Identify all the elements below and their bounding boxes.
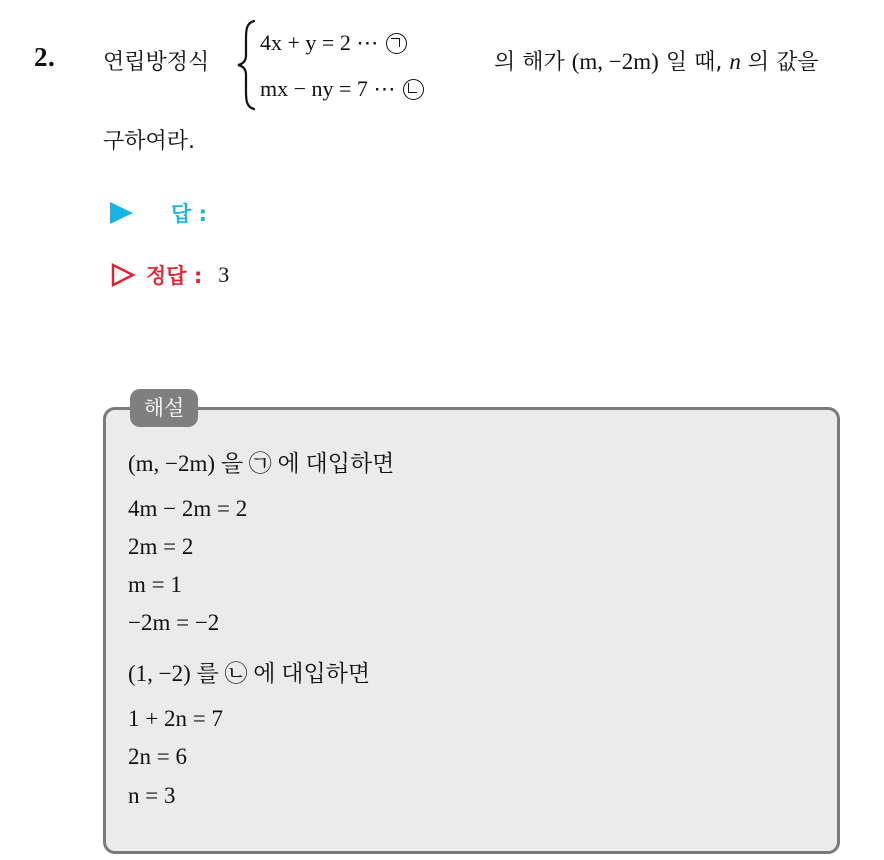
circled-giyeok-icon: [386, 33, 407, 54]
stem-suffix-a: 의 해가: [494, 50, 565, 75]
equation-2-body: mx − ny = 7: [260, 76, 368, 101]
answer-row: [110, 198, 207, 228]
stem-suffix-b: 일 때,: [665, 50, 723, 75]
answer-label: 답 :: [171, 202, 207, 226]
filled-triangle-right-icon: [110, 202, 133, 224]
solution-line: 4m − 2m = 2: [128, 496, 248, 521]
correct-answer-row: [110, 260, 229, 290]
system-brace: [236, 19, 258, 111]
solution-line: n = 3: [128, 783, 176, 808]
solution-pair: (m, −2m): [571, 49, 659, 74]
stem-suffix: [494, 45, 819, 76]
solution-tag: 해설: [130, 389, 198, 427]
stem-line-2: 구하여라.: [103, 129, 196, 154]
equation-2: [260, 76, 424, 102]
solution-line: (m, −2m) 을 ㉠ 에 대입하면: [128, 451, 395, 476]
solution-line: −2m = −2: [128, 610, 220, 635]
correct-answer-value: 3: [218, 262, 230, 287]
stem-suffix-c: 의 값을: [747, 50, 819, 75]
solution-line: (1, −2) 를 ㉡ 에 대입하면: [128, 661, 371, 686]
problem-number: 2.: [34, 42, 56, 72]
equation-1-body: 4x + y = 2: [260, 30, 351, 55]
equation-1: [260, 30, 407, 56]
outline-triangle-right-icon: [110, 262, 136, 288]
solution-line: 2n = 6: [128, 744, 187, 769]
stem-prefix: 연립방정식: [103, 50, 210, 75]
target-variable: n: [729, 49, 741, 74]
circled-nieun-icon: [403, 79, 424, 100]
equation-1-dots: ⋯: [356, 30, 379, 55]
solution-line: m = 1: [128, 572, 182, 597]
equation-2-dots: ⋯: [373, 76, 396, 101]
solution-line: 1 + 2n = 7: [128, 706, 223, 731]
correct-answer-label: 정답 :: [146, 264, 203, 288]
solution-line: 2m = 2: [128, 534, 194, 559]
